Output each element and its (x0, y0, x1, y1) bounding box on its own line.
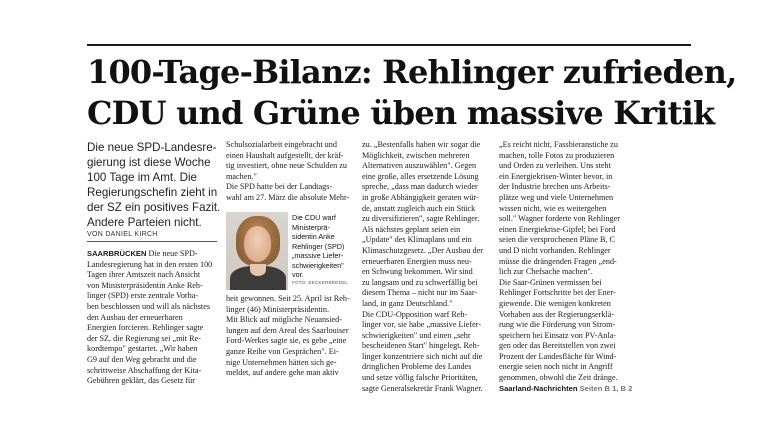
text-line: lungen auf dem Areal des Saarlouiser (226, 325, 349, 335)
byline: VON DANIEL KIRCH (87, 231, 217, 242)
text-line: schrittweise Abschaffung der Kita- (87, 365, 202, 375)
first-line (87, 249, 218, 260)
text-line: Tagen ihrer Amtszeit nach Ansicht (87, 270, 201, 280)
photo-credit: FOTO: BECKERBREDEL (292, 280, 349, 285)
text-line: diesem Thema – nicht nur im Saar- (362, 288, 478, 298)
text-line: Rehlinger Fortschritte bei der Ener- (499, 288, 616, 298)
text-line: einen Haushalt aufgestellt, der kräf- (226, 150, 344, 160)
text-line: genommen, obwohl die Zeit dränge. (499, 373, 618, 383)
headline-line-2: CDU und Grüne üben massive Kritik (87, 94, 715, 132)
first-line-text: Die neue SPD- (146, 249, 198, 258)
text-line: soll." Wagner forderte von Rehlinger (499, 214, 620, 224)
text-line: Die CDU-Opposition warf Reh- (362, 309, 468, 319)
text-line: Vorhaben aus der Regierungserklä- (499, 309, 615, 319)
lead-line: 100 Tage im Amt. Die (87, 171, 197, 184)
text-line: Ford-Werkes sagte sie, es gebe „eine (226, 336, 347, 346)
caption-line: „massive Liefer- (292, 251, 344, 260)
text-line: von Ministerpräsidentin Anke Reh- (87, 280, 203, 290)
text-line: eine große, alles ersetzende Lösung (362, 171, 479, 181)
text-line: ben beschlossen und will als nächstes (87, 301, 211, 311)
caption-line: Ministerprä- (292, 222, 330, 232)
dateline: SAARBRÜCKEN (87, 249, 147, 258)
text-line: linger vor, sie habe „massive Liefer- (362, 320, 482, 330)
headline-line-1: 100-Tage-Bilanz: Rehlinger zufrieden, (87, 53, 737, 91)
text-line: zu diversifizieren", sagte Rehlinger. (362, 214, 480, 224)
cross-reference-pages: Seiten B 1, B 2 (577, 383, 633, 393)
text-line: kordtempo" gestartet. „Wir haben (87, 344, 198, 354)
text-line: energie seien noch nicht in Angriff (499, 362, 613, 372)
text-line: linger (SPD) erste zentrale Vorha- (87, 291, 199, 301)
text-line: linger (46) Ministerpräsidentin. (226, 304, 330, 314)
photo-caption (292, 213, 358, 280)
text-line: ein Energiekrisen-Winter bevor, in (499, 171, 613, 181)
text-line: machen, tolle Fotos zu produzieren (499, 150, 615, 160)
text-line: einen Energiekrise-Gipfel; bei Ford (499, 224, 616, 234)
lead-line: Regierungschefin zieht in (87, 186, 218, 199)
text-line: erneuerbaren Energien muss neu- (362, 256, 472, 266)
text-line: land, in ganz Deutschland." (362, 298, 453, 308)
text-line: der SZ, die Regierung sei „mit Re- (87, 333, 201, 343)
lead-line: Andere Parteien nicht. (87, 216, 202, 229)
text-line: Die SPD hatte bei der Landtags- (226, 182, 333, 192)
text-line: heit gewonnen. Seit 25. April ist Reh- (226, 294, 350, 303)
text-line: Klimaschutzgesetz. „Der Ausbau der (362, 245, 483, 255)
text-line: müsse die drängenden Fragen „end- (499, 256, 617, 266)
text-line: Gebühren geklärt, das Gesetz für (87, 376, 195, 386)
lead-paragraph (87, 140, 221, 230)
text-line: Landesregierung hat in den ersten 100 (87, 259, 213, 269)
text-line: bescheidenen Start" hingelegt. Reh- (362, 341, 480, 351)
caption-line: vor. (292, 270, 304, 279)
text-line: der Industrie brechen uns Arbeits- (499, 182, 611, 192)
column-2-bottom (226, 294, 357, 379)
text-line: linger konzentriere sich nicht auf die (362, 351, 483, 361)
text-line: Prozent der Landesfläche für Wind- (499, 351, 617, 361)
text-line: den Ausbau der erneuerbaren (87, 312, 183, 322)
text-line: rung wie die Förderung von Strom- (499, 320, 616, 330)
text-line: gen oder das Bereitstellen von zwei (499, 341, 616, 351)
column-2-top (226, 140, 357, 204)
text-line: sagte Generalsekretär Frank Wagner. (362, 383, 483, 393)
cross-reference (499, 384, 639, 395)
caption-line: sidentin Anke (292, 232, 335, 241)
text-line: ganze Reihe von Gesprächen". Ei- (226, 346, 339, 356)
caption-line: Die CDU warf (292, 213, 336, 222)
text-line: wahl am 27. März die absolute Mehr- (226, 192, 350, 202)
text-line: Möglichkeit, zwischen mehreren (362, 150, 470, 160)
column-4 (499, 140, 639, 394)
text-line: giewende. Die wenigen konkreten (499, 298, 611, 308)
text-line: spreche, „dass man dadurch wieder (362, 182, 478, 192)
text-line: nige Unternehmen hätten sich ge- (226, 357, 337, 367)
text-line: Energien forcieren. Rehlinger sagte (87, 323, 204, 333)
caption-line: schwierigkeiten" (292, 260, 344, 270)
headline (87, 52, 737, 134)
photo-neck (250, 264, 266, 276)
text-line: wissen nicht, wie es weitergehen (499, 203, 607, 213)
text-line: schwierigkeiten" und einen „sehr (362, 330, 471, 340)
text-line: de, anstatt zugleich auch ein Stück (362, 203, 476, 213)
text-line: Alternativen auszuwählen". Gegen (362, 161, 477, 171)
text-line: machen." (226, 171, 257, 181)
text-line: G9 auf den Weg gebracht und die (87, 354, 197, 364)
photo-face (244, 226, 271, 262)
caption-line: Rehlinger (SPD) (292, 241, 345, 251)
text-line: zu. „Bestenfalls haben wir sogar die (362, 140, 481, 149)
text-line: dringlichen Probleme des Landes (362, 362, 472, 372)
lead-line: Die neue SPD-Landesre- (87, 141, 217, 154)
text-line: meldet, auf andere gehe man aktiv (226, 368, 339, 378)
text-line: seien die versprochenen Pläne B, C (499, 235, 615, 245)
text-line: in große Abhängigkeit geraten wür- (362, 192, 479, 202)
text-line: „Es reicht nicht, Fassbieranstiche zu (499, 140, 618, 149)
column-3 (362, 140, 493, 394)
cross-reference-source: Saarland-Nachrichten (499, 383, 578, 393)
text-line: zu langsam und zu schwerfällig bei (362, 277, 478, 287)
text-line: „Update" des Klimaplans und ein (362, 235, 472, 245)
text-line: und Orden zu verleihen. Uns steht (499, 161, 611, 171)
text-line: und D nicht vorhanden. Rehlinger (499, 245, 611, 255)
text-line: plätze weg und viele Unternehmen (499, 192, 614, 202)
lead-line: der SZ ein positives Fazit. (87, 201, 221, 214)
text-line: Schulsozialarbeit eingebracht und (226, 140, 337, 149)
column-1 (87, 249, 218, 387)
text-line: und setze völlig falsche Prioritäten, (362, 373, 478, 383)
portrait-photo (226, 212, 288, 290)
text-line: Mit Blick auf mögliche Neuansied- (226, 315, 342, 325)
text-line: en Schwung bekommen. Wir sind (362, 267, 473, 277)
text-line: lich zur Chefsache machen". (499, 267, 593, 277)
top-rule (87, 44, 691, 46)
text-line: Die Saar-Grünen vermissen bei (499, 277, 602, 287)
lead-line: gierung ist diese Woche (87, 156, 211, 169)
text-line: speichern bei Einsatz von PV-Anla- (499, 330, 617, 340)
text-line: Als nächstes geplant seien ein (362, 224, 461, 234)
text-line: tig investiert, ohne neue Schulden zu (226, 161, 347, 171)
